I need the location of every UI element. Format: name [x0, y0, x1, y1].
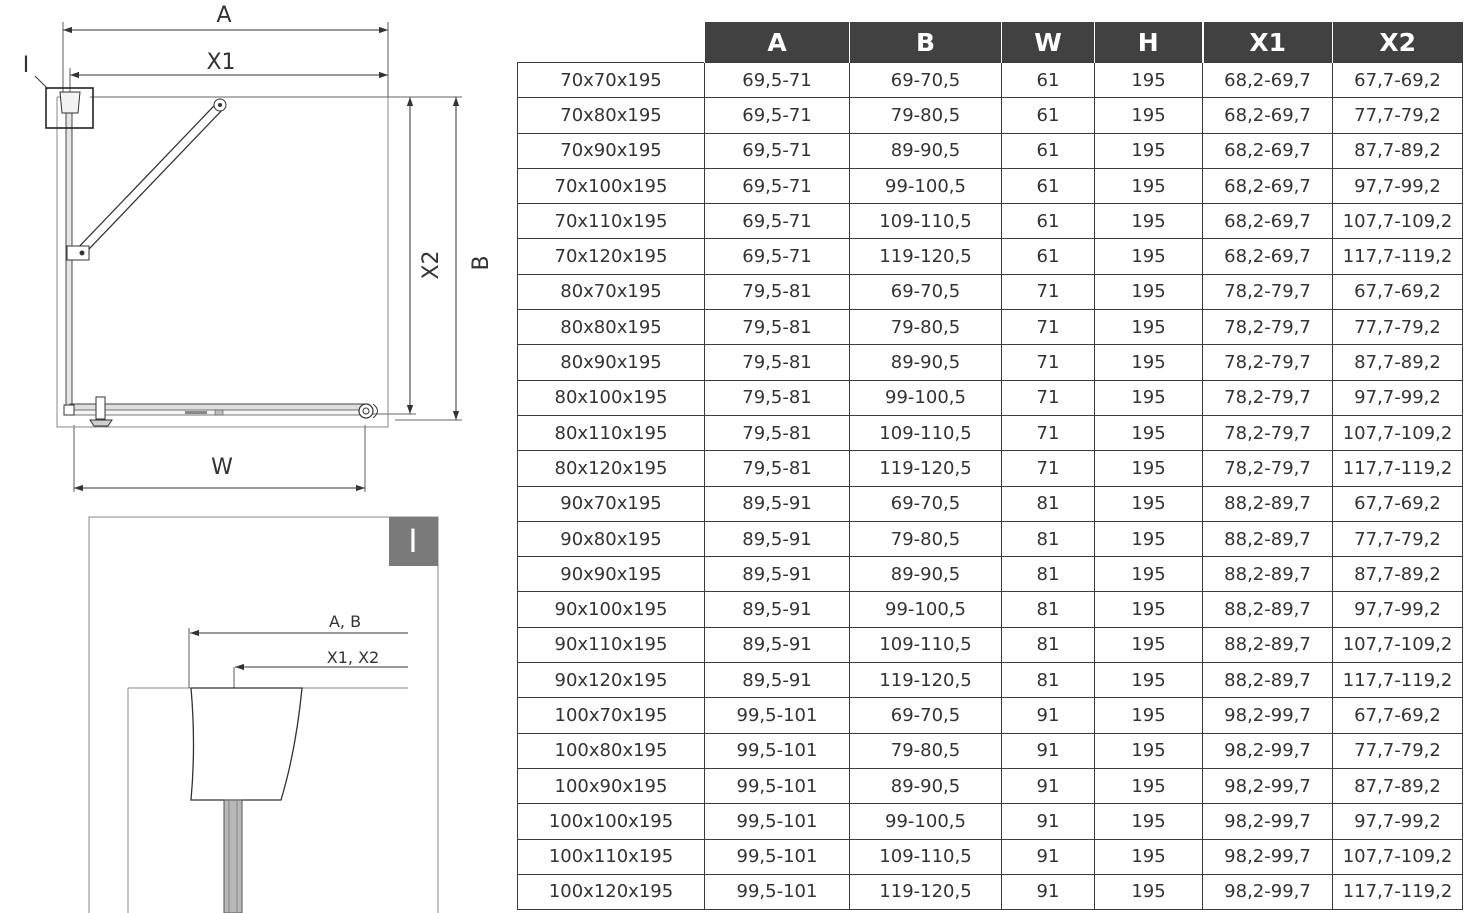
wall-profile: [60, 92, 80, 113]
cell-x1: 88,2-89,7: [1203, 592, 1333, 627]
cell-b: 69-70,5: [850, 274, 1002, 309]
cell-h: 195: [1095, 592, 1203, 627]
cell-h: 195: [1095, 98, 1203, 133]
cell-b: 119-120,5: [850, 874, 1002, 909]
cell-a: 89,5-91: [705, 521, 850, 556]
table-row: [518, 345, 1463, 380]
cell-w: 61: [1002, 239, 1095, 274]
header-x2: X2: [1333, 22, 1463, 63]
cell-h: 195: [1095, 345, 1203, 380]
table-row: [518, 627, 1463, 662]
door-handle: [96, 397, 105, 419]
detail-view: [89, 517, 438, 913]
cell-size: 70x120x195: [518, 239, 705, 274]
table-body: [518, 63, 1463, 910]
cell-a: 69,5-71: [705, 133, 850, 168]
cell-h: 195: [1095, 63, 1203, 98]
cell-x2: 77,7-79,2: [1333, 733, 1463, 768]
cell-b: 79-80,5: [850, 98, 1002, 133]
cell-size: 100x120x195: [518, 874, 705, 909]
header-blank: [518, 22, 705, 63]
cell-x1: 98,2-99,7: [1203, 804, 1333, 839]
cell-a: 69,5-71: [705, 63, 850, 98]
cell-x2: 97,7-99,2: [1333, 592, 1463, 627]
table-row: [518, 415, 1463, 450]
label-x1x2: X1, X2: [326, 648, 380, 667]
cell-a: 69,5-71: [705, 204, 850, 239]
cell-x2: 77,7-79,2: [1333, 98, 1463, 133]
cell-size: 90x80x195: [518, 521, 705, 556]
cell-b: 89-90,5: [850, 133, 1002, 168]
cell-size: 100x80x195: [518, 733, 705, 768]
cell-w: 91: [1002, 874, 1095, 909]
table-row: [518, 839, 1463, 874]
cell-x1: 68,2-69,7: [1203, 63, 1333, 98]
table-row: [518, 698, 1463, 733]
label-w: W: [211, 455, 233, 480]
cell-a: 89,5-91: [705, 557, 850, 592]
table-row: [518, 486, 1463, 521]
cell-size: 100x100x195: [518, 804, 705, 839]
header-row: [518, 22, 1463, 63]
cell-h: 195: [1095, 663, 1203, 698]
cell-b: 89-90,5: [850, 557, 1002, 592]
cell-size: 80x80x195: [518, 310, 705, 345]
cell-size: 70x70x195: [518, 63, 705, 98]
cell-a: 99,5-101: [705, 874, 850, 909]
table-row: [518, 63, 1463, 98]
cell-x1: 68,2-69,7: [1203, 239, 1333, 274]
cell-x1: 98,2-99,7: [1203, 768, 1333, 803]
table-row: [518, 804, 1463, 839]
cell-h: 195: [1095, 204, 1203, 239]
cell-a: 89,5-91: [705, 663, 850, 698]
cell-x2: 107,7-109,2: [1333, 627, 1463, 662]
cell-b: 99-100,5: [850, 168, 1002, 203]
cell-a: 79,5-81: [705, 451, 850, 486]
cell-b: 99-100,5: [850, 804, 1002, 839]
cell-x2: 77,7-79,2: [1333, 521, 1463, 556]
cell-size: 80x120x195: [518, 451, 705, 486]
cell-h: 195: [1095, 839, 1203, 874]
label-b: B: [469, 255, 494, 271]
cell-x2: 107,7-109,2: [1333, 415, 1463, 450]
cell-x2: 97,7-99,2: [1333, 168, 1463, 203]
cell-size: 80x90x195: [518, 345, 705, 380]
cell-x2: 87,7-89,2: [1333, 133, 1463, 168]
dimensions-table: [517, 22, 1463, 910]
table-row: [518, 874, 1463, 909]
header-w: W: [1002, 22, 1095, 63]
cell-a: 79,5-81: [705, 345, 850, 380]
header-h: H: [1095, 22, 1203, 63]
cell-h: 195: [1095, 486, 1203, 521]
cell-w: 81: [1002, 486, 1095, 521]
cell-size: 70x80x195: [518, 98, 705, 133]
cell-h: 195: [1095, 415, 1203, 450]
cell-a: 89,5-91: [705, 627, 850, 662]
cell-h: 195: [1095, 768, 1203, 803]
cell-size: 90x100x195: [518, 592, 705, 627]
cell-b: 109-110,5: [850, 204, 1002, 239]
cell-b: 69-70,5: [850, 698, 1002, 733]
cell-a: 79,5-81: [705, 415, 850, 450]
cell-h: 195: [1095, 310, 1203, 345]
cell-x2: 77,7-79,2: [1333, 310, 1463, 345]
table-row: [518, 239, 1463, 274]
cell-size: 90x120x195: [518, 663, 705, 698]
cell-size: 90x110x195: [518, 627, 705, 662]
cell-size: 100x70x195: [518, 698, 705, 733]
cell-b: 69-70,5: [850, 63, 1002, 98]
cell-b: 89-90,5: [850, 345, 1002, 380]
cell-b: 79-80,5: [850, 733, 1002, 768]
cell-x2: 87,7-89,2: [1333, 345, 1463, 380]
cell-a: 69,5-71: [705, 98, 850, 133]
cell-x2: 107,7-109,2: [1333, 204, 1463, 239]
cell-w: 61: [1002, 168, 1095, 203]
cell-a: 79,5-81: [705, 274, 850, 309]
cell-b: 99-100,5: [850, 592, 1002, 627]
cell-size: 90x90x195: [518, 557, 705, 592]
stabilizer-bar: [82, 108, 218, 250]
cell-h: 195: [1095, 274, 1203, 309]
cell-w: 81: [1002, 627, 1095, 662]
cell-x1: 98,2-99,7: [1203, 874, 1333, 909]
label-x1: X1: [206, 50, 236, 75]
cell-b: 119-120,5: [850, 451, 1002, 486]
cell-w: 61: [1002, 204, 1095, 239]
cell-x1: 78,2-79,7: [1203, 345, 1333, 380]
cell-b: 109-110,5: [850, 839, 1002, 874]
cell-a: 89,5-91: [705, 592, 850, 627]
cell-x2: 117,7-119,2: [1333, 451, 1463, 486]
table-row: [518, 310, 1463, 345]
cell-x2: 67,7-69,2: [1333, 486, 1463, 521]
cell-w: 81: [1002, 521, 1095, 556]
cell-x1: 68,2-69,7: [1203, 168, 1333, 203]
cell-a: 79,5-81: [705, 380, 850, 415]
cell-x1: 68,2-69,7: [1203, 98, 1333, 133]
cell-w: 91: [1002, 839, 1095, 874]
cell-size: 70x110x195: [518, 204, 705, 239]
cell-x1: 88,2-89,7: [1203, 486, 1333, 521]
label-detail-tag: I: [408, 522, 418, 560]
cell-x2: 107,7-109,2: [1333, 839, 1463, 874]
cell-b: 99-100,5: [850, 380, 1002, 415]
cell-w: 71: [1002, 415, 1095, 450]
cell-x1: 78,2-79,7: [1203, 415, 1333, 450]
cell-a: 79,5-81: [705, 310, 850, 345]
cell-x1: 78,2-79,7: [1203, 274, 1333, 309]
cell-h: 195: [1095, 627, 1203, 662]
cell-x1: 98,2-99,7: [1203, 698, 1333, 733]
cell-x1: 98,2-99,7: [1203, 733, 1333, 768]
cell-h: 195: [1095, 168, 1203, 203]
label-ab: A, B: [328, 612, 362, 631]
cell-x1: 78,2-79,7: [1203, 380, 1333, 415]
table-row: [518, 274, 1463, 309]
cell-w: 71: [1002, 451, 1095, 486]
cell-x1: 68,2-69,7: [1203, 133, 1333, 168]
cell-a: 99,5-101: [705, 839, 850, 874]
cell-b: 119-120,5: [850, 239, 1002, 274]
wall-profile-detail: [191, 688, 302, 800]
technical-drawing: [0, 0, 510, 913]
header-a: A: [705, 22, 850, 63]
label-detail: I: [22, 53, 30, 78]
cell-x2: 87,7-89,2: [1333, 557, 1463, 592]
cell-size: 80x110x195: [518, 415, 705, 450]
cell-x2: 117,7-119,2: [1333, 239, 1463, 274]
cell-x2: 67,7-69,2: [1333, 63, 1463, 98]
cell-size: 80x100x195: [518, 380, 705, 415]
table-row: [518, 557, 1463, 592]
label-a: A: [216, 3, 232, 28]
cell-h: 195: [1095, 451, 1203, 486]
table-row: [518, 133, 1463, 168]
header-b: B: [850, 22, 1002, 63]
cell-b: 119-120,5: [850, 663, 1002, 698]
table-row: [518, 733, 1463, 768]
cell-w: 91: [1002, 733, 1095, 768]
cell-size: 80x70x195: [518, 274, 705, 309]
top-view: [35, 22, 462, 492]
header-x1: X1: [1203, 22, 1333, 63]
cell-h: 195: [1095, 133, 1203, 168]
cell-x1: 88,2-89,7: [1203, 557, 1333, 592]
cell-w: 71: [1002, 274, 1095, 309]
cell-size: 90x70x195: [518, 486, 705, 521]
cell-b: 109-110,5: [850, 627, 1002, 662]
cell-a: 99,5-101: [705, 768, 850, 803]
cell-w: 91: [1002, 804, 1095, 839]
cell-x2: 97,7-99,2: [1333, 804, 1463, 839]
cell-x1: 68,2-69,7: [1203, 204, 1333, 239]
cell-h: 195: [1095, 521, 1203, 556]
table-row: [518, 168, 1463, 203]
table-row: [518, 204, 1463, 239]
table-row: [518, 663, 1463, 698]
cell-x2: 67,7-69,2: [1333, 698, 1463, 733]
cell-x1: 88,2-89,7: [1203, 663, 1333, 698]
cell-a: 99,5-101: [705, 733, 850, 768]
cell-b: 89-90,5: [850, 768, 1002, 803]
cell-h: 195: [1095, 557, 1203, 592]
table-row: [518, 521, 1463, 556]
cell-size: 100x90x195: [518, 768, 705, 803]
cell-a: 69,5-71: [705, 168, 850, 203]
label-x2: X2: [419, 250, 444, 280]
cell-size: 70x100x195: [518, 168, 705, 203]
cell-x1: 78,2-79,7: [1203, 310, 1333, 345]
cell-b: 79-80,5: [850, 310, 1002, 345]
cell-size: 70x90x195: [518, 133, 705, 168]
table-row: [518, 592, 1463, 627]
cell-x1: 98,2-99,7: [1203, 839, 1333, 874]
cell-a: 99,5-101: [705, 698, 850, 733]
fixed-panel: [66, 110, 72, 412]
cell-a: 89,5-91: [705, 486, 850, 521]
cell-a: 69,5-71: [705, 239, 850, 274]
cell-h: 195: [1095, 239, 1203, 274]
cell-x2: 67,7-69,2: [1333, 274, 1463, 309]
cell-w: 71: [1002, 345, 1095, 380]
cell-w: 81: [1002, 557, 1095, 592]
cell-h: 195: [1095, 874, 1203, 909]
cell-w: 81: [1002, 663, 1095, 698]
cell-x2: 117,7-119,2: [1333, 874, 1463, 909]
cell-w: 71: [1002, 380, 1095, 415]
cell-x2: 117,7-119,2: [1333, 663, 1463, 698]
cell-b: 79-80,5: [850, 521, 1002, 556]
cell-b: 109-110,5: [850, 415, 1002, 450]
cell-w: 71: [1002, 310, 1095, 345]
cell-w: 61: [1002, 133, 1095, 168]
cell-h: 195: [1095, 733, 1203, 768]
cell-b: 69-70,5: [850, 486, 1002, 521]
cell-x1: 78,2-79,7: [1203, 451, 1333, 486]
cell-h: 195: [1095, 698, 1203, 733]
cell-x2: 87,7-89,2: [1333, 768, 1463, 803]
cell-w: 61: [1002, 98, 1095, 133]
table-row: [518, 451, 1463, 486]
cell-a: 99,5-101: [705, 804, 850, 839]
table-row: [518, 768, 1463, 803]
cell-w: 91: [1002, 768, 1095, 803]
cell-w: 81: [1002, 592, 1095, 627]
table-row: [518, 98, 1463, 133]
cell-size: 100x110x195: [518, 839, 705, 874]
cell-x2: 97,7-99,2: [1333, 380, 1463, 415]
cell-x1: 88,2-89,7: [1203, 627, 1333, 662]
cell-x1: 88,2-89,7: [1203, 521, 1333, 556]
cell-w: 91: [1002, 698, 1095, 733]
glass-panel-detail: [224, 800, 242, 913]
cell-h: 195: [1095, 380, 1203, 415]
room-outline: [57, 97, 388, 427]
cell-w: 61: [1002, 63, 1095, 98]
table-row: [518, 380, 1463, 415]
cell-h: 195: [1095, 804, 1203, 839]
